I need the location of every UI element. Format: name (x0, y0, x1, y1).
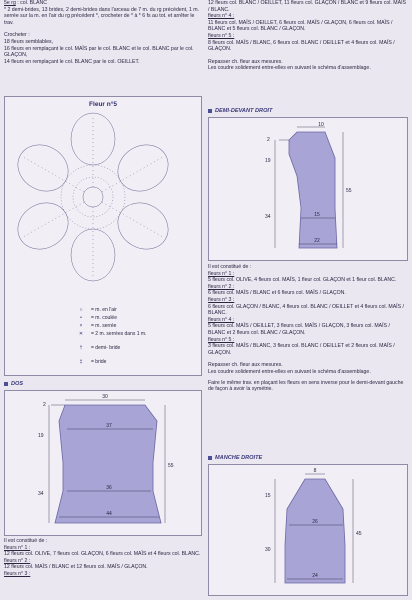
legend-item: ‡ = bride (79, 359, 107, 365)
devant-row-label: fleurs n° 4 : (208, 316, 235, 323)
legend-item: ✕ = 2 m. serrées dans 1 m. (78, 331, 147, 337)
coudre-text: Les coudre solidement entre-elles en suivant le schéma d'assemblage. (208, 368, 371, 375)
square-bullet-icon (208, 456, 212, 460)
dos-schema-box (4, 390, 202, 536)
right-column-top (208, 0, 408, 72)
devant-row-label: fleurs n° 3 : (208, 296, 235, 303)
round-5-line: 5e rg : col. BLANC (4, 0, 47, 6)
dim-h1: 19 (265, 158, 271, 164)
dim-top: 10 (318, 122, 324, 128)
manche-schema (209, 465, 407, 595)
right-row-text: 8 fleurs col. MAÏS / BLANC, 6 fleurs col. BLANC / OEILLET et 4 fleurs col. MAÏS / GLAÇON. (208, 39, 397, 53)
legend-item: × = m. serrée (79, 323, 117, 329)
left-column (4, 0, 202, 65)
devant-row-label: fleurs n° 5 : (208, 336, 235, 343)
fleur-5-chart (5, 109, 201, 309)
dim-h1: 19 (38, 433, 44, 439)
dos-row-label: fleurs n° 3 : (4, 570, 31, 577)
manche-schema-box (208, 464, 408, 596)
dim-right: 45 (356, 531, 362, 537)
right-top-line: 12 fleurs col. BLANC / OEILLET, 11 fleurs col. GLAÇON / BLANC et 9 fleurs col. MAÏS / BLANC. (208, 0, 408, 13)
right-row-label: fleurs n° 4 : (208, 13, 235, 20)
dos-row-label: fleurs n° 2 : (4, 557, 31, 564)
crochet-line-3: 14 fleurs en remplaçant le col. BLANC par le col. OEILLET. (4, 58, 140, 65)
manche-heading: MANCHE DROITE (208, 455, 262, 461)
round-5-instructions: * 2 demi-brides, 13 brides, 2 demi-brides dans l'arceau de 7 m. du rg précédent, 1 m. serrée sur la m. en l'air du rg précédent *, crocheter de * à * 6 fs au tot. et arrêter le trav. (4, 6, 201, 26)
devant-text (208, 264, 408, 393)
crochet-line-2: 16 fleurs en remplaçant le col. MAÏS par le col. BLANC et le col. BLANC par le col. GLAÇON, (4, 45, 195, 59)
legend-item: • = m. coulée (80, 315, 117, 321)
dim-top: 8 (313, 468, 317, 474)
fleur-5-title: Fleur n°5 (89, 101, 117, 108)
dim-width2: 36 (106, 485, 112, 491)
dos-row-text: 12 fleurs col. MAÏS / BLANC et 12 fleurs col. MAÏS / GLAÇON. (4, 564, 148, 571)
dos-heading: DOS (4, 381, 23, 387)
devant-row-text: 5 fleurs col. OLIVE, 4 fleurs col. MAÏS, 1 fleur col. GLAÇON et 1 fleur col. BLANC. (208, 277, 397, 284)
crochet-title: Crocheter : (4, 32, 30, 39)
devant-row-text: 6 fleurs col. MAÏS / BLANC et 6 fleurs col. MAÏS / GLAÇON. (208, 290, 346, 297)
dim-shoulder: 2 (267, 137, 270, 143)
dim-bottom: 22 (314, 238, 320, 244)
repasser-text: Repasser ch. fleur aux mesures. (208, 362, 283, 369)
dos-row-label: fleurs n° 1 : (4, 544, 31, 551)
dim-h2: 34 (38, 491, 44, 497)
dim-shoulder: 2 (43, 402, 46, 408)
devant-schema (209, 118, 407, 260)
dim-h2: 34 (265, 214, 271, 220)
legend-item: ○ = m. en l'air (79, 307, 117, 313)
devant-heading: DEMI-DEVANT DROIT (208, 108, 272, 114)
dos-text (4, 538, 202, 578)
fleur-5-diagram-box (4, 96, 202, 376)
square-bullet-icon (208, 109, 212, 113)
legend-item: † = demi- bride (79, 345, 121, 351)
right-row-label: fleurs n° 5 : (208, 32, 235, 39)
dos-schema (5, 391, 201, 535)
dim-right: 55 (346, 188, 352, 194)
devant-row-label: fleurs n° 1 : (208, 270, 235, 277)
repasser-text: Repasser ch. fleur aux mesures. (208, 58, 283, 65)
faire-text: Faire le même trav. en plaçant les fleurs en sens inverse pour le demi-devant gauche de façon à avoir la symétrie. (208, 379, 405, 393)
devant-row-text: 5 fleurs col. MAÏS / OEILLET, 3 fleurs col. MAÏS / GLAÇON, 3 fleurs col. MAÏS / BLANC et 2 fleurs col. BLANC / GLAÇON. (208, 323, 392, 336)
devant-constitue: Il est constitué de : (208, 264, 252, 270)
devant-row-label: fleurs n° 2 : (208, 283, 235, 290)
dim-bottom: 24 (312, 573, 318, 579)
dim-width1: 15 (314, 212, 320, 218)
coudre-text: Les coudre solidement entre-elles en suivant le schéma d'assemblage. (208, 65, 371, 72)
dim-bottom: 44 (106, 511, 112, 517)
dos-constitue: Il est constitué de : (4, 538, 48, 544)
dim-right: 55 (168, 463, 174, 469)
dim-top: 30 (102, 394, 108, 400)
dos-row-text: 12 fleurs col. OLIVE, 7 fleurs col. GLAÇON, 6 fleurs col. MAÏS et 4 fleurs col. BLANC. (4, 551, 201, 558)
right-row-text: 11 fleurs col. MAÏS / OEILLET, 6 fleurs col. MAÏS / GLAÇON, 6 fleurs col. MAÏS / BLANC et 5 fleurs col. BLANC / GLAÇON. (208, 19, 394, 33)
devant-row-text: 6 fleurs col. GLAÇON / BLANC, 4 fleurs col. BLANC / OEILLET et 4 fleurs col. MAÏS / BLANC. (208, 303, 406, 317)
dim-h1: 15 (265, 493, 271, 499)
square-bullet-icon (4, 382, 8, 386)
devant-schema-box (208, 117, 408, 261)
dim-h2: 30 (265, 547, 271, 553)
devant-row-text: 3 fleurs col. MAÏS / BLANC, 3 fleurs col. BLANC / OEILLET et 2 fleurs col. MAÏS / GLAÇON. (208, 343, 397, 356)
dim-width1: 37 (106, 423, 112, 429)
dim-width1: 26 (312, 519, 318, 525)
crochet-line-1: 18 fleurs semblables, (4, 38, 54, 45)
